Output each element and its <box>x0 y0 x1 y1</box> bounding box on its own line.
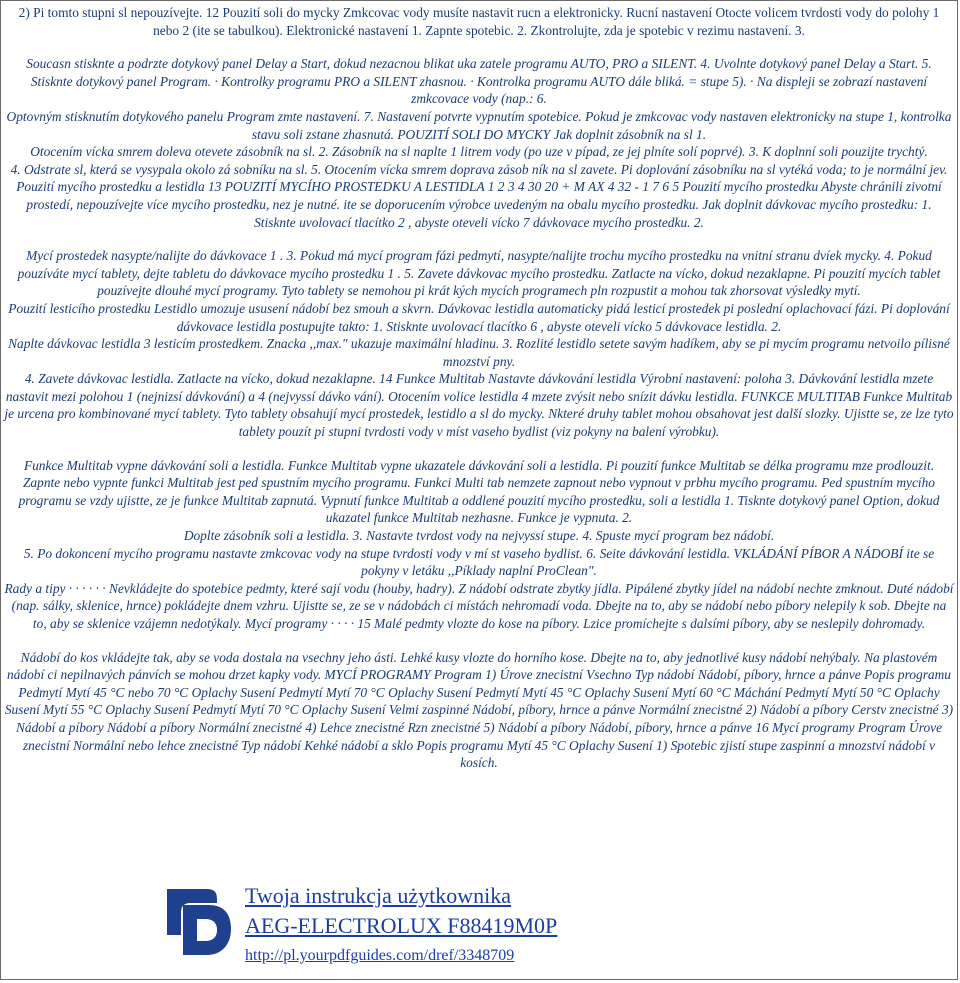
footer <box>161 881 941 973</box>
paragraph-multitab: 4. Zavete dávkovac lestidla. Zatlacte na vícko, dokud nezaklapne. 14 Funkce Multitab Nastavte dávkování lestidla Výrobní nastavení: poloha 3. Dávkování lestidla mzete nastavit mezi polohou 1 (nejnizsí dávkování) a 4 (nejvyssí dávko vání). Otocením volice lestidla 4 mzete zvýsit nebo snízit dávku lestidla. FUNKCE MULTITAB Funkce Multitab je urcena pro kombinované mycí tablety. Tyto tablety obsahují mycí prostedek, lestidlo a sl do mycky. Nkteré druhy tablet mohou obsahovat jest další slozky. Ujistte se, ze lze tyto tablety pouzít pi stupni tvrdosti vody v míst vaseho bydlist (viz pokyny na balení výrobku). <box>4 371 954 440</box>
paragraph-loading: 5. Po dokoncení mycího programu nastavte zmkcovac vody na stupe tvrdosti vody v mí st vaseho bydlist. 6. Seite dávkování lestidla. VKLÁDÁNÍ PÍBOR A NÁDOBÍ ite se pokyny v letáku ,,Píklady naplní ProClean". <box>23 545 935 579</box>
manual-title-link[interactable]: Twoja instrukcja użytkownika <box>245 883 512 908</box>
pdfguides-logo-icon <box>161 883 237 961</box>
paragraph-water-softener: 2) Pi tomto stupni sl nepouzívejte. 12 Pouzití soli do mycky Zmkcovac vody musíte nastavit rucn a elektronicky. Rucní nastavení Otocte volicem tvrdosti vody do polohy 1 nebo 2 (ite se tabulkou). Elektronické nastavení 1. Zapnte spotebic. 2. Zkontrolujte, zda je spotebic v rezimu nastavení. 3. <box>18 5 940 38</box>
paragraph-tips: Rady a tipy · · · · · · Nevkládejte do spotebice pedmty, které sají vodu (houby, hadry). Z nádobí odstrate zbytky jídla. Pipálené zbytky jídel na nádobí nechte zmknout. Duté nádobí (nap. sálky, sklenice, hrnce) pokládejte dnem vzhru. Ujistte se, ze se v nádobách ci místách nehromadí voda. Dbejte na to, aby se nádobí nebo píbory nelepily k sob. Dbejte na to, aby se sklenice vzájemn nedotýkaly. Mycí programy · · · · 15 Malé pedmty vlozte do kose na píbory. Lzice promíchejte s dalsími píbory, aby se neslepily dohromady. <box>4 580 954 631</box>
paragraph-detergent: 4. Odstrate sl, která se vysypala okolo zá sobníku na sl. 5. Otocením vícka smrem doprava zásob ník na sl zavete. Pi doplování zásobníku na sl vytéká voda; to je normální jev. Pouzití mycího prostedku a lestidla 13 POUZITÍ MYCÍHO PROSTEDKU A LESTIDLA 1 2 3 4 30 20 + M AX 4 32 - 1 7 6 5 Pouzití mycího prostedku Abyste chránili zivotní prostedí, nepouzívejte více mycího prostedku, nez je nutné. ite se doporucením výrobce uvedeným na obalu mycího prostedku. Jak doplnit dávkovac mycího prostedku: 1. Stisknte uvolovací tlacítko 2 , abyste oteveli vícko 7 dávkovace mycího prostedku. 2. <box>10 161 948 230</box>
paragraph-rinse-aid: Pouzití lesticího prostedku Lestidlo umozuje ususení nádobí bez smouh a skvrn. Dávkovac lestidla automaticky pidá lesticí prostedek pi poslední oplachovací fázi. Pi doplování dávkovace lestidla postupujte takto: 1. Stisknte uvolovací tlacítko 6 , abyste oteveli vícko 5 dávkovace lestidla. 2. <box>8 300 950 334</box>
paragraph-multitab-off: Funkce Multitab vypne dávkování soli a lestidla. Funkce Multitab vypne ukazatele dávkování soli a lestidla. Pi pouzití funkce Multitab se délka programu mze prodlouzit. Zapnte nebo vypnte funkci Multitab jest ped spustním mycího programu. Funkci Multi tab nemzete zapnout nebo vypnout v prbhu mycího programu. Ped spustním mycího programu se vzdy ujistte, ze je funkce Multitab zapnutá. Vypnutí funkce Multitab a oddlené pouzití mycího prostedku, soli a lestidla 1. Tisknte dotykový panel Option, dokud ukazatel funkce Multitab nezhasne. Funkce je vypnuta. 2. <box>18 457 940 526</box>
product-model-link[interactable]: AEG-ELECTROLUX F88419M0P <box>245 913 558 938</box>
paragraph-electronic-setting: Soucasn stisknte a podrzte dotykový panel Delay a Start, dokud nezacnou blikat uka zatele programu AUTO, PRO a SILENT. 4. Uvolnte dotykový panel Delay a Start. 5. Stisknte dotykový panel Program. · Kontrolky programu PRO a SILENT zhasnou. · Kontrolka programu AUTO dále bliká. = stupe 5). · Na displeji se zobrazí nastavení zmkcovace vody (nap.: 6. <box>26 56 932 107</box>
paragraph-refill: Doplte zásobník soli a lestidla. 3. Nastavte tvrdost vody na nejvyssí stupe. 4. Spuste mycí program bez nádobí. <box>183 528 775 544</box>
paragraph-confirm-setting: Optovným stisknutím dotykového panelu Program zmte nastavení. 7. Nastavení potvrte vypnutím spotebice. Pokud je zmkcovac vody nastaven elektronicky na stupe 1, kontrolka stavu soli zstane zhasnutá. POUZITÍ SOLI DO MYCKY Jak doplnit zásobník na sl 1. <box>6 108 952 142</box>
paragraph-programs: Nádobí do kos vkládejte tak, aby se voda dostala na vsechny jeho ásti. Lehké kusy vlozte do horního kose. Dbejte na to, aby jednotlivé kusy nádobí nehýbaly. Na plastovém nádobí ci nepilnavých pánvích se mohou drzet kapky vody. MYCÍ PROGRAMY Program 1) Úrove znecistní Vsechno Typ nádobí Nádobí, píbory, hrnce a pánve Popis programu Pedmytí Mytí 45 °C nebo 70 °C Oplachy Susení Pedmytí Mytí 70 °C Oplachy Susení Pedmytí Mytí 45 °C Oplachy Susení Mytí 60 °C Máchání Pedmytí Mytí 50 °C Oplachy Susení Mytí 55 °C Oplachy Susení Pedmytí Mytí 70 °C Oplachy Susení Velmi zaspinné Nádobí, píbory, hrnce a pánve Normální znecistné 2) Nádobí a píbory Cerstv znecistné 3) Nádobí a píbory Nádobí a píbory Normální znecistné 4) Lehce znecistné Rzn znecistné 5) Nádobí a píbory Nádobí, píbory, hrnce a pánve 16 Mycí programy Program Úrove znecistní Normální nebo lehce znecistné Typ nádobí Kehké nádobí a sklo Popis programu Mytí 45 °C Oplachy Susení 1) Spotebic zjistí stupe zaspinní a mnozství nádobí v kosích. <box>4 649 954 771</box>
paragraph-rinse-aid-fill: Naplte dávkovac lestidla 3 lesticím prostedkem. Znacka ,,max." ukazuje maximální hladinu. 3. Rozlité lestidlo setete savým hadíkem, aby se pi mycím programu netvoilo pílisné mnozství pny. <box>8 336 950 369</box>
paragraph-detergent-fill: Mycí prostedek nasypte/nalijte do dávkovace 1 . 3. Pokud má mycí program fázi pedmytí, nasypte/nalijte trochu mycího prostedku na vnitní stranu dvíek mycky. 4. Pokud pouzíváte mycí tablety, dejte tabletu do dávkovace mycího prostedku 1 . 5. Zavete dávkovac mycího prostedku. Zatlacte na vícko, dokud nezaklapne. Pi pouzití mycích tablet pouzívejte dlouhé mycí programy. Tyto tablety se nemohou pi krát kých mycích programech pln rozpustit a mohou tak zhorsovat výsledky mytí. <box>17 248 941 299</box>
paragraph-salt-fill: Otocením vícka smrem doleva otevete zásobník na sl. 2. Zásobník na sl naplte 1 litrem vody (po uze v pípad, ze jej plníte solí poprvé). 3. K doplnní soli pouzijte trychtý. <box>30 144 928 160</box>
source-url-link[interactable]: http://pl.yourpdfguides.com/dref/3348709 <box>245 947 515 964</box>
